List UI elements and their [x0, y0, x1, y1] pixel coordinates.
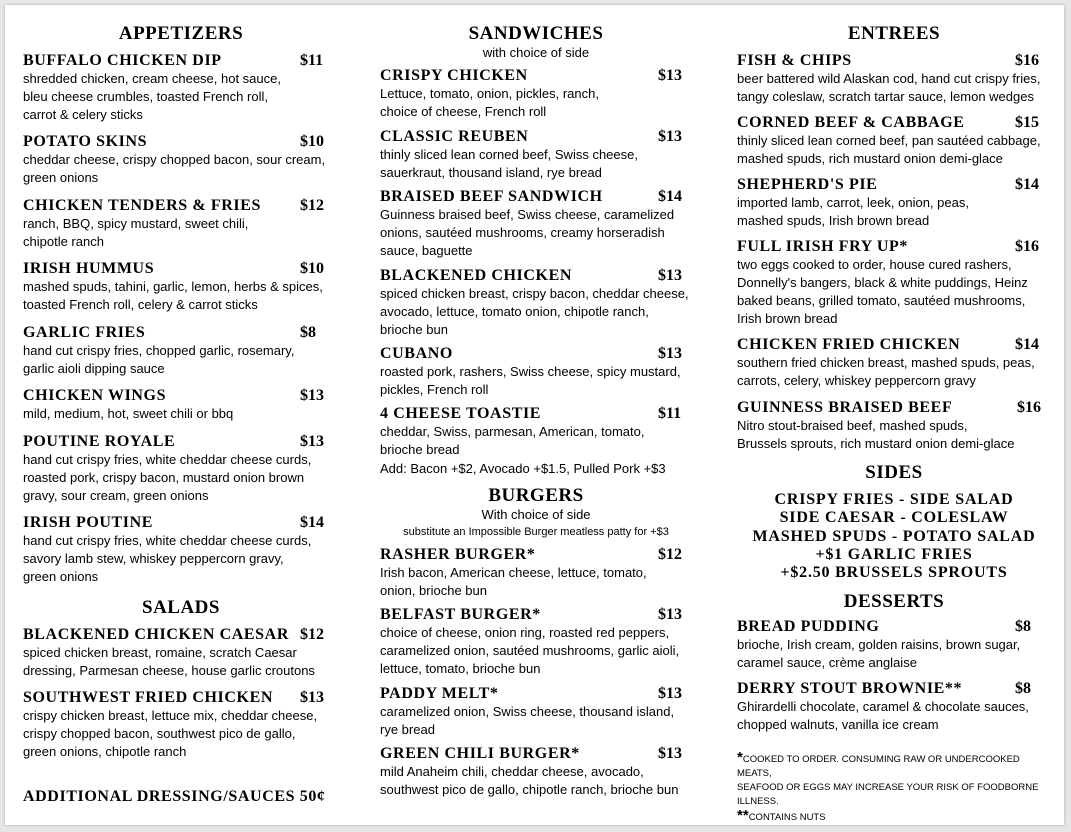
menu-item-header: [380, 685, 692, 703]
description-line: spiced chicken breast, crispy bacon, cheddar cheese,: [380, 286, 689, 301]
menu-item: [23, 197, 339, 251]
menu-item-price: $14: [1015, 176, 1039, 193]
menu-item-description: [23, 644, 339, 680]
menu-item-description: [23, 151, 339, 187]
description-line: mild, medium, hot, sweet chili or bbq: [23, 406, 234, 421]
menu-item-header: [380, 405, 692, 423]
description-line: chopped walnuts, vanilla ice cream: [737, 717, 939, 732]
description-line: Guinness braised beef, Swiss cheese, caramelized: [380, 207, 675, 222]
menu-item-price: $13: [658, 606, 682, 623]
sandwich-addons: Add: Bacon +$2, Avocado +$1.5, Pulled Pork +$3: [380, 461, 666, 476]
menu-item-price: $8: [300, 324, 316, 341]
menu-item-price: $12: [300, 626, 324, 643]
menu-item-price: $14: [1015, 336, 1039, 353]
menu-item-name: IRISH POUTINE: [23, 514, 154, 531]
menu-item-description: [23, 451, 339, 505]
menu-item-price: $16: [1015, 238, 1039, 255]
salads-title: SALADS: [142, 597, 220, 618]
menu-item-header: [23, 626, 339, 644]
note-contains-nuts: CONTAINS NUTS: [748, 812, 826, 823]
menu-item-description: [380, 763, 692, 799]
menu-item-name: CHICKEN TENDERS & FRIES: [23, 197, 261, 214]
menu-item-description: [23, 707, 339, 761]
appetizers-title: APPETIZERS: [118, 23, 244, 44]
menu-item-name: BLACKENED CHICKEN CAESAR: [23, 626, 289, 643]
menu-item: [380, 606, 692, 678]
menu-item: [380, 67, 692, 121]
description-line: mashed spuds, tahini, garlic, lemon, herbs & spices,: [23, 279, 323, 294]
description-line: Donnelly's bangers, black & white puddings, Heinz: [737, 275, 1028, 290]
note-raw-warning-1: COOKED TO ORDER. CONSUMING RAW OR UNDERCOOKED MEATS,: [737, 754, 1020, 779]
menu-item-header: [380, 546, 692, 564]
menu-item-price: $13: [658, 267, 682, 284]
description-line: rye bread: [380, 722, 435, 737]
menu-item-price: $16: [1015, 52, 1039, 69]
description-line: spiced chicken breast, romaine, scratch Caesar: [23, 645, 297, 660]
burgers-title: BURGERS: [488, 485, 584, 506]
menu-item-price: $13: [658, 128, 682, 145]
description-line: mashed spuds, Irish brown bread: [737, 213, 930, 228]
menu-item-description: [737, 194, 1051, 230]
menu-item-name: GARLIC FRIES: [23, 324, 146, 341]
menu-item-name: IRISH HUMMUS: [23, 260, 155, 277]
description-line: southern fried chicken breast, mashed spuds, peas,: [737, 355, 1035, 370]
menu-item-price: $12: [658, 546, 682, 563]
menu-item-price: $15: [1015, 114, 1039, 131]
menu-item: [737, 680, 1051, 734]
menu-item: [737, 176, 1051, 230]
menu-item: [23, 52, 339, 124]
menu-item-description: [737, 354, 1051, 390]
description-line: dressing, Parmesan cheese, house garlic croutons: [23, 663, 315, 678]
additional-dressing: ADDITIONAL DRESSING/SAUCES 50¢: [23, 788, 326, 805]
menu-item-header: [23, 514, 339, 532]
menu-item-header: [380, 606, 692, 624]
menu-item-description: [737, 417, 1051, 453]
description-line: ranch, BBQ, spicy mustard, sweet chili,: [23, 216, 249, 231]
menu-item: [380, 345, 692, 399]
description-line: Nitro stout-braised beef, mashed spuds,: [737, 418, 968, 433]
menu-item-header: [380, 745, 692, 763]
menu-item-description: [737, 698, 1051, 734]
sandwiches-title: SANDWICHES: [468, 23, 604, 44]
description-line: garlic aioli dipping sauce: [23, 361, 165, 376]
menu-item-name: BLACKENED CHICKEN: [380, 267, 573, 284]
description-line: roasted pork, rashers, Swiss cheese, spicy mustard,: [380, 364, 681, 379]
menu-item-description: [380, 206, 692, 260]
menu-item-price: $8: [1015, 680, 1031, 697]
menu-item: [23, 689, 339, 761]
description-line: gravy, sour cream, green onions: [23, 488, 209, 503]
menu-item-header: [23, 260, 339, 278]
description-line: caramel sauce, crème anglaise: [737, 655, 917, 670]
menu-item-price: $14: [658, 188, 682, 205]
description-line: cheddar, Swiss, parmesan, American, tomato,: [380, 424, 645, 439]
menu-item-description: [380, 423, 692, 459]
description-line: imported lamb, carrot, leek, onion, peas,: [737, 195, 969, 210]
menu-item-header: [380, 67, 692, 85]
menu-item-name: BRAISED BEEF SANDWICH: [380, 188, 603, 205]
menu-item-header: [737, 680, 1051, 698]
description-line: onions, sautéed mushrooms, creamy horseradish: [380, 225, 665, 240]
menu-item-name: BREAD PUDDING: [737, 618, 880, 635]
menu-item-description: [737, 256, 1051, 328]
menu-item: [380, 546, 692, 600]
menu-item-description: [23, 532, 339, 586]
description-line: caramelized onion, Swiss cheese, thousand island,: [380, 704, 675, 719]
menu-item-name: SOUTHWEST FRIED CHICKEN: [23, 689, 274, 706]
description-line: crispy chopped bacon, southwest pico de gallo,: [23, 726, 296, 741]
burgers-subtitle: With choice of side: [481, 507, 591, 522]
menu-item-price: $13: [658, 67, 682, 84]
note-raw-warning-2: SEAFOOD OR EGGS MAY INCREASE YOUR RISK OF FOODBORNE ILLNESS.: [737, 782, 1039, 807]
menu-item-description: [380, 564, 692, 600]
menu-item-header: [23, 133, 339, 151]
burgers-impossible-note: substitute an Impossible Burger meatless patty for +$3: [403, 526, 669, 538]
menu-item-name: CLASSIC REUBEN: [380, 128, 529, 145]
menu-item: [23, 626, 339, 680]
menu-item-price: $11: [300, 52, 324, 69]
menu-item: [23, 387, 339, 423]
description-line: crispy chicken breast, lettuce mix, cheddar cheese,: [23, 708, 318, 723]
menu-item: [380, 685, 692, 739]
menu-item-header: [737, 52, 1051, 70]
menu-item-name: 4 CHEESE TOASTIE: [380, 405, 542, 422]
desserts-title: DESSERTS: [843, 591, 945, 612]
menu-item-name: CRISPY CHICKEN: [380, 67, 528, 84]
menu-item-name: FULL IRISH FRY UP*: [737, 238, 908, 255]
allergen-notes: [737, 751, 1051, 825]
description-line: chipotle ranch: [23, 234, 104, 249]
description-line: sauerkraut, thousand island, rye bread: [380, 165, 602, 180]
menu-item-header: [380, 188, 692, 206]
menu-item-header: [23, 197, 339, 215]
menu-item: [737, 399, 1051, 453]
description-line: roasted pork, crispy bacon, mustard onion brown: [23, 470, 305, 485]
description-line: Irish brown bread: [737, 311, 838, 326]
menu-item-header: [737, 336, 1051, 354]
description-line: thinly sliced lean corned beef, pan sautéed cabbage,: [737, 133, 1041, 148]
description-line: mashed spuds, rich mustard onion demi-glace: [737, 151, 1003, 166]
menu-item-price: $13: [658, 745, 682, 762]
description-line: baked beans, grilled tomato, sautéed mushrooms,: [737, 293, 1026, 308]
description-line: hand cut crispy fries, white cheddar cheese curds,: [23, 452, 312, 467]
note-double-star: **: [737, 807, 749, 824]
menu-page: [5, 5, 1064, 825]
sides-line: +$2.50 BRUSSELS SPROUTS: [780, 564, 1008, 582]
description-line: brioche bread: [380, 442, 460, 457]
menu-item-description: [23, 405, 339, 423]
menu-item-description: [380, 363, 692, 399]
menu-item-description: [380, 285, 692, 339]
description-line: lettuce, tomato, brioche bun: [380, 661, 541, 676]
description-line: caramelized onion, sautéed mushrooms, garlic aioli,: [380, 643, 680, 658]
menu-item-description: [737, 70, 1051, 106]
menu-item-name: CHICKEN FRIED CHICKEN: [737, 336, 961, 353]
menu-item: [737, 336, 1051, 390]
menu-item-header: [737, 176, 1051, 194]
sides-line: MASHED SPUDS - POTATO SALAD: [752, 527, 1036, 545]
menu-item: [23, 324, 339, 378]
menu-item-name: FISH & CHIPS: [737, 52, 852, 69]
menu-item: [380, 188, 692, 260]
menu-item: [23, 260, 339, 314]
menu-item-price: $13: [658, 345, 682, 362]
menu-item-header: [23, 387, 339, 405]
menu-item-header: [23, 52, 339, 70]
menu-item-description: [23, 70, 339, 124]
description-line: tangy coleslaw, scratch tartar sauce, lemon wedges: [737, 89, 1034, 104]
menu-item-price: $16: [1017, 399, 1041, 416]
menu-item-header: [737, 399, 1051, 417]
description-line: hand cut crispy fries, white cheddar cheese curds,: [23, 533, 312, 548]
sides-line: SIDE CAESAR - COLESLAW: [779, 509, 1009, 527]
menu-item-name: RASHER BURGER*: [380, 546, 536, 563]
note-star: *: [737, 749, 743, 766]
menu-item-name: CUBANO: [380, 345, 453, 362]
menu-item-price: $13: [300, 689, 324, 706]
menu-item-header: [737, 238, 1051, 256]
description-line: green onions, chipotle ranch: [23, 744, 187, 759]
description-line: bleu cheese crumbles, toasted French roll,: [23, 89, 268, 104]
description-line: brioche, Irish cream, golden raisins, brown sugar,: [737, 637, 1021, 652]
menu-item: [737, 52, 1051, 106]
menu-item-name: PADDY MELT*: [380, 685, 499, 702]
menu-item-header: [380, 267, 692, 285]
description-line: pickles, French roll: [380, 382, 489, 397]
menu-item-header: [737, 114, 1051, 132]
menu-item-name: POTATO SKINS: [23, 133, 148, 150]
description-line: mild Anaheim chili, cheddar cheese, avocado,: [380, 764, 644, 779]
menu-item-description: [737, 132, 1051, 168]
description-line: southwest pico de gallo, chipotle ranch, brioche bun: [380, 782, 679, 797]
sandwiches-subtitle: with choice of side: [482, 45, 590, 60]
description-line: choice of cheese, onion ring, roasted red peppers,: [380, 625, 670, 640]
menu-item-name: BELFAST BURGER*: [380, 606, 541, 623]
menu-item-header: [737, 618, 1051, 636]
description-line: beer battered wild Alaskan cod, hand cut crispy fries,: [737, 71, 1041, 86]
menu-item: [737, 114, 1051, 168]
menu-item-price: $10: [300, 133, 324, 150]
menu-item-name: POUTINE ROYALE: [23, 433, 176, 450]
menu-item: [23, 133, 339, 187]
menu-item-header: [23, 324, 339, 342]
description-line: savory lamb stew, whiskey peppercorn gravy,: [23, 551, 284, 566]
description-line: Irish bacon, American cheese, lettuce, tomato,: [380, 565, 647, 580]
menu-item-description: [380, 703, 692, 739]
menu-item-name: GUINNESS BRAISED BEEF: [737, 399, 953, 416]
menu-item-description: [380, 146, 692, 182]
menu-item-name: CHICKEN WINGS: [23, 387, 167, 404]
sides-line: +$1 GARLIC FRIES: [815, 545, 973, 563]
sides-line: CRISPY FRIES - SIDE SALAD: [774, 491, 1014, 508]
sides-list: [737, 491, 1051, 582]
menu-item: [737, 238, 1051, 328]
menu-item-header: [23, 433, 339, 451]
menu-item-description: [380, 624, 692, 678]
menu-item-price: $12: [300, 197, 324, 214]
description-line: onion, brioche bun: [380, 583, 487, 598]
menu-item-header: [380, 345, 692, 363]
menu-item-name: DERRY STOUT BROWNIE**: [737, 680, 963, 697]
menu-item-price: $8: [1015, 618, 1031, 635]
description-line: thinly sliced lean corned beef, Swiss cheese,: [380, 147, 638, 162]
menu-item: [23, 514, 339, 586]
menu-item-price: $13: [300, 433, 324, 450]
description-line: cheddar cheese, crispy chopped bacon, sour cream,: [23, 152, 326, 167]
menu-item-price: $13: [658, 685, 682, 702]
description-line: two eggs cooked to order, house cured rashers,: [737, 257, 1012, 272]
menu-item-name: CORNED BEEF & CABBAGE: [737, 114, 965, 131]
description-line: choice of cheese, French roll: [380, 104, 547, 119]
menu-item: [737, 618, 1051, 672]
menu-item-name: BUFFALO CHICKEN DIP: [23, 52, 222, 69]
menu-item-header: [23, 689, 339, 707]
description-line: Ghirardelli chocolate, caramel & chocolate sauces,: [737, 699, 1029, 714]
menu-item-price: $13: [300, 387, 324, 404]
description-line: toasted French roll, celery & carrot sticks: [23, 297, 258, 312]
menu-item-name: SHEPHERD'S PIE: [737, 176, 878, 193]
description-line: shredded chicken, cream cheese, hot sauce,: [23, 71, 281, 86]
menu-item: [380, 745, 692, 799]
menu-item-description: [23, 342, 339, 378]
description-line: Lettuce, tomato, onion, pickles, ranch,: [380, 86, 599, 101]
description-line: carrot & celery sticks: [23, 107, 143, 122]
description-line: hand cut crispy fries, chopped garlic, rosemary,: [23, 343, 295, 358]
entrees-title: ENTREES: [847, 23, 941, 44]
description-line: brioche bun: [380, 322, 448, 337]
menu-item-description: [737, 636, 1051, 672]
description-line: Brussels sprouts, rich mustard onion demi-glace: [737, 436, 1015, 451]
menu-item: [23, 433, 339, 505]
description-line: sauce, baguette: [380, 243, 473, 258]
menu-item-name: GREEN CHILI BURGER*: [380, 745, 580, 762]
menu-item: [380, 128, 692, 182]
menu-item-description: [23, 278, 339, 314]
menu-item-price: $14: [300, 514, 324, 531]
sides-title: SIDES: [865, 462, 923, 483]
description-line: green onions: [23, 170, 99, 185]
menu-item-price: $11: [658, 405, 682, 422]
menu-item-header: [380, 128, 692, 146]
menu-item-price: $10: [300, 260, 324, 277]
menu-item-description: [23, 215, 339, 251]
description-line: avocado, lettuce, tomato onion, chipotle ranch,: [380, 304, 649, 319]
menu-item: [380, 405, 692, 459]
description-line: carrots, celery, whiskey peppercorn gravy: [737, 373, 976, 388]
description-line: green onions: [23, 569, 99, 584]
menu-item-description: [380, 85, 692, 121]
menu-item: [380, 267, 692, 339]
